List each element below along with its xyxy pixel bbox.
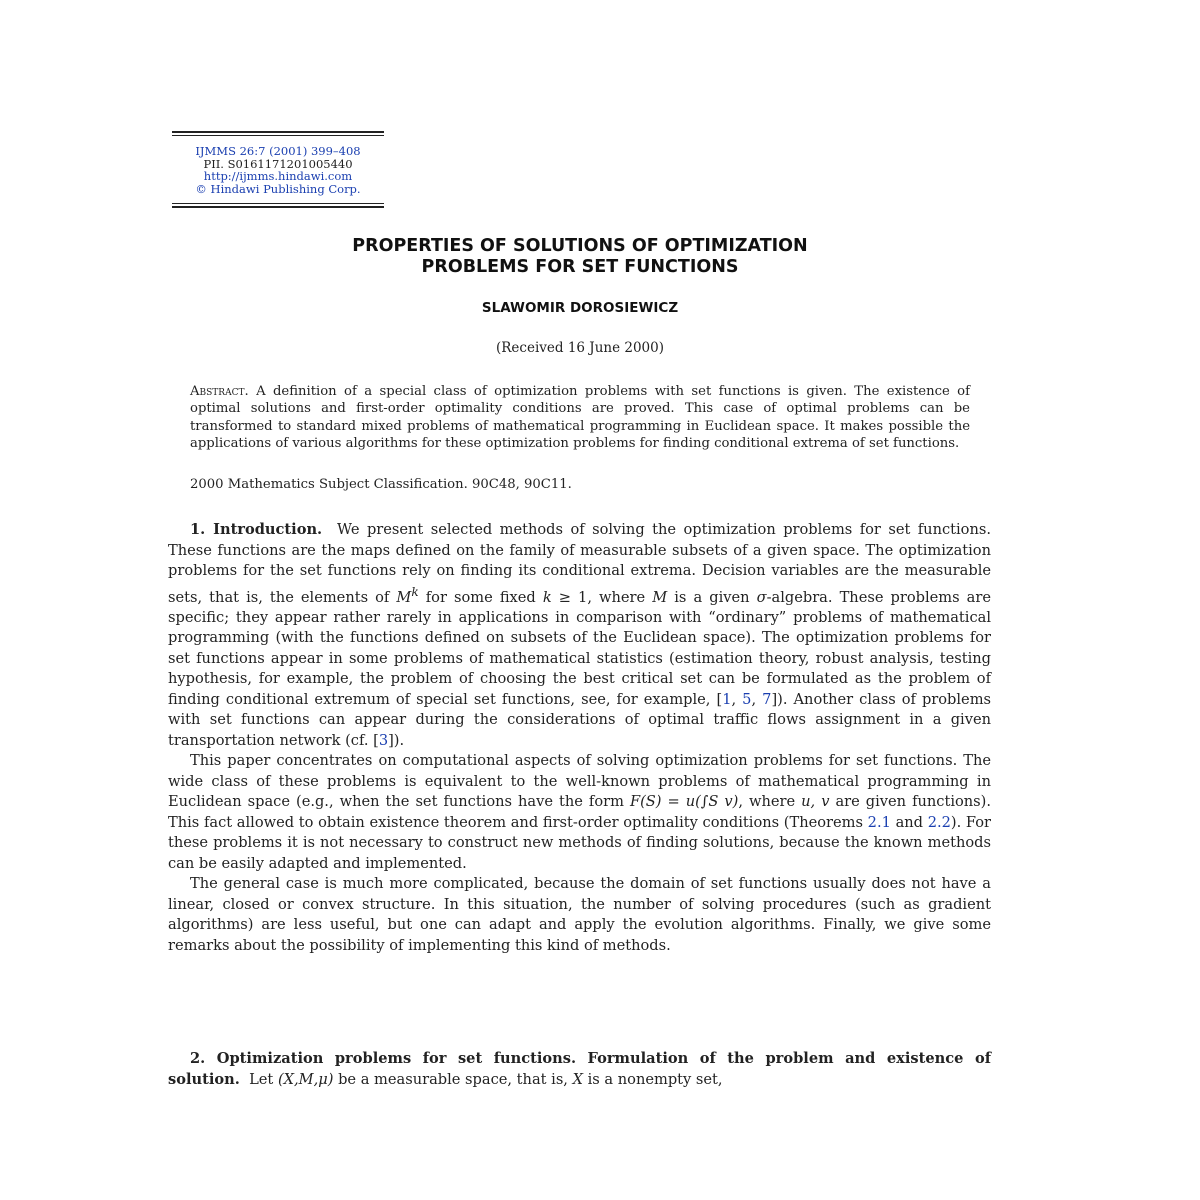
header-rule [172, 131, 384, 133]
msc-classification: 2000 Mathematics Subject Classification. 90C48, 90C11. [190, 477, 572, 492]
math-symbol: X [572, 1071, 583, 1088]
journal-citation-link[interactable]: IJMMS 26:7 (2001) 399–408 [195, 144, 361, 158]
math-symbol: σ [756, 588, 767, 606]
intro-text: ). For these problems it is not necessary to construct new methods of finding solutions, because the known methods can be easily adapted and implemented. [168, 813, 992, 872]
abstract-label: Abstract. [190, 384, 249, 399]
section-2-text: be a measurable space, that is, [333, 1071, 573, 1088]
intro-paragraph-3: The general case is much more complicated, because the domain of set functions usually does not have a linear, closed or convex structure. In this situation, the number of solving procedures (such as gradient algorithms) are less useful, but one can adapt and apply the evolution algorithms. Finally, we give some remarks about the possibility of implementing this kind of methods. [168, 875, 991, 954]
intro-paragraph-2 [168, 751, 991, 874]
intro-text: for some fixed [418, 588, 543, 606]
intro-text: ≥ 1, where [551, 588, 653, 606]
section-2-text: is a nonempty set, [582, 1071, 723, 1088]
paper-title [180, 236, 980, 278]
intro-text: is a given [667, 588, 757, 606]
pii-text: PII. S0161171201005440 [203, 156, 353, 171]
received-date: (Received 16 June 2000) [495, 340, 664, 356]
section-2-heading: 2. Optimization problems for set functions. Formulation of the problem and existence of solution. [168, 1050, 991, 1088]
abstract [190, 383, 970, 452]
intro-text: ]). [388, 731, 405, 749]
intro-text: and [890, 813, 928, 831]
math-symbol: (X,M,μ) [277, 1071, 334, 1088]
author-name: SLAWOMIR DOROSIEWICZ [481, 300, 679, 316]
intro-text: , where [738, 793, 802, 811]
section-2-paragraph [168, 1048, 991, 1090]
citation-link-3[interactable]: 3 [378, 731, 389, 749]
header-rule [172, 203, 384, 204]
introduction-section [168, 520, 991, 956]
header-rule [172, 135, 384, 136]
header-rule [172, 206, 384, 208]
math-symbol: M [652, 588, 668, 606]
intro-text: are given functions). This fact allowed to obtain existence theorem and first-order optimality conditions (Theorems [168, 793, 991, 831]
math-symbol: k [542, 588, 552, 606]
abstract-text: A definition of a special class of optimization problems with set functions is given. The existence of optimal solutions and first-order optimality conditions are proved. This case of optimal problems can be transformed to standard mixed problems of mathematical programming in Euclidean space. It makes possible the applications of various algorithms for these optimization problems for finding conditional extrema of set functions. [190, 384, 970, 451]
citation-link-7[interactable]: 7 [762, 690, 772, 708]
math-superscript: k [411, 584, 419, 599]
section-2 [168, 1048, 991, 1090]
journal-header-box [172, 131, 384, 208]
publisher-link[interactable]: © Hindawi Publishing Corp. [195, 181, 361, 196]
section-2-text: Let [249, 1071, 278, 1088]
math-symbol: M [396, 588, 412, 606]
intro-text: ]). Another class of problems with set functions can appear during the considerations of optimal traffic flows assignment in a given transportation network (cf. [ [168, 690, 992, 749]
math-formula: F(S) = u(∫S v) [629, 793, 739, 811]
citation-link-1[interactable]: 1 [722, 690, 732, 708]
intro-text: -algebra. These problems are specific; they appear rather rarely in applications in comparison with “ordinary” problems of mathematical programming (with the functions defined on subsets of the Euclidean space). The optimization problems for set functions appear in some problems of mathematical statistics (estimation theory, robust analysis, testing hypothesis, for example, the problem of choosing the best critical set can be formulated as the problem of finding conditional extremum of special set functions, see, for example, [ [168, 588, 991, 708]
title-line-1: PROPERTIES OF SOLUTIONS OF OPTIMIZATION [352, 236, 808, 256]
intro-paragraph-1: 1. Introduction. We present selected methods of solving the optimization problems for set functions. These functions are the maps defined on the family of measurable subsets of a given space. The optimization problems for the set functions rely on finding its conditional extrema. Decision variables are the measurable sets, that is, the elements of $M^k$ for some fixed k ≥ 1, where M is a given σ-algebra. These problems are specific; they appear rather rarely in applications in comparison with “ordinary” problems of mathematical programming (with the functions defined on subsets of the Euclidean space). The optimization problems for set functions appear in some problems of mathematical statistics (estimation theory, robust analysis, testing hypothesis, for example, the problem of choosing the best critical set can be formulated as the problem of finding conditional extremum of special set functions, see, for example, [1, 5, 7]). Another class of problems with set functions can appear during the considerations of optimal traffic flows assignment in a given transportation network (cf. [3]). [168, 521, 992, 749]
journal-url-link[interactable]: http://ijmms.hindawi.com [203, 169, 353, 183]
title-line-2: PROBLEMS FOR SET FUNCTIONS [421, 257, 739, 277]
intro-text: This paper concentrates on computational aspects of solving optimization problems for set functions. The wide class of these problems is equivalent to the well-known problems of mathematical programming in Euclidean space (e.g., when the set functions have the form [168, 752, 991, 811]
theorem-link-2-1[interactable]: 2.1 [867, 813, 891, 831]
intro-heading: 1. Introduction. [190, 521, 323, 538]
intro-text: We present selected methods of solving the optimization problems for set functions. These functions are the maps defined on the family of measurable subsets of a given space. The optimization problems for the set functions rely on finding its conditional extrema. Decision variables are the measurable sets, that is, the elements of [168, 521, 991, 606]
math-symbol: u, v [801, 793, 830, 811]
citation-link-5[interactable]: 5 [742, 690, 752, 708]
theorem-link-2-2[interactable]: 2.2 [927, 813, 951, 831]
